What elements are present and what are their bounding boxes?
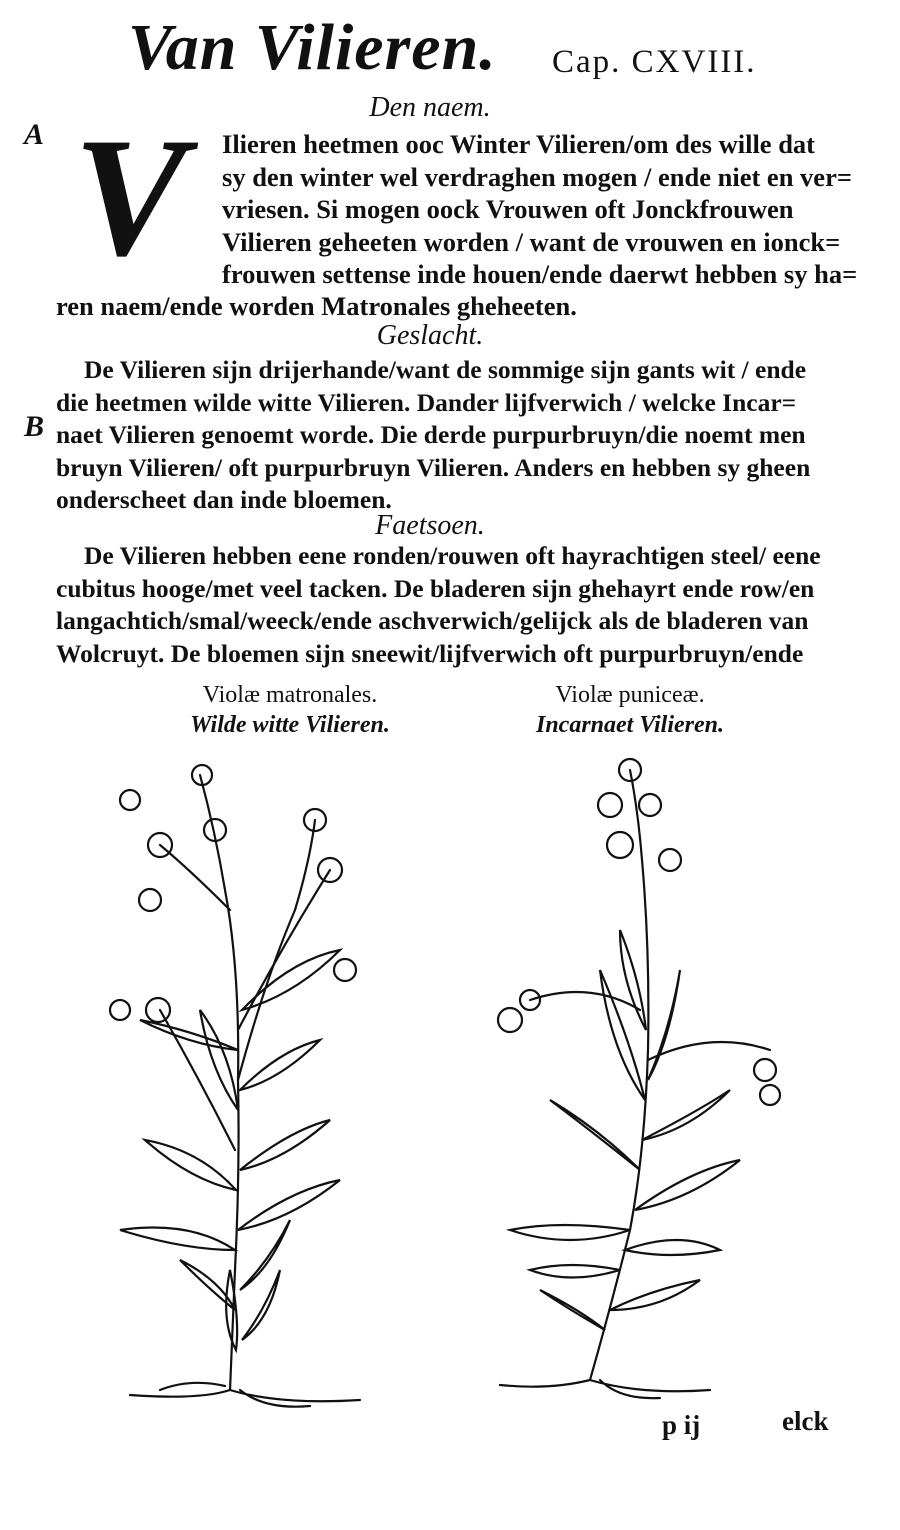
caption-dutch: Wilde witte Vilieren.	[190, 712, 390, 738]
chapter-number: Cap. CXVIII.	[552, 44, 757, 80]
paragraph-naem-indented	[222, 128, 857, 291]
caption-latin: Violæ matronales.	[202, 682, 378, 708]
text-line: naet Vilieren genoemt worde. Die derde purpurbruyn/die noemt men	[56, 420, 806, 449]
caption-latin: Violæ puniceæ.	[555, 682, 705, 708]
text-line: onderscheet dan inde bloemen.	[56, 485, 392, 514]
figure-caption-right	[470, 680, 790, 740]
text-line: bruyn Vilieren/ oft purpurbruyn Vilieren. Anders en hebben sy gheen	[56, 452, 811, 482]
text-line: langachtich/smal/weeck/ende aschverwich/gelijck als de bladeren van	[56, 606, 809, 635]
text-line: frouwen settense inde houen/ende daerwt hebben sy ha=	[222, 259, 858, 289]
text-line: ren naem/ende worden Matronales gheheeten.	[56, 291, 577, 321]
page-title: Van Vilieren.	[128, 11, 497, 84]
section-heading-naem: Den naem.	[369, 92, 491, 123]
text-line: Wolcruyt. De bloemen sijn sneewit/lijfverwich oft purpurbruyn/ende	[56, 638, 804, 668]
margin-letter-a: A	[24, 118, 45, 151]
caption-dutch: Incarnaet Vilieren.	[535, 712, 725, 738]
paragraph-geslacht	[56, 354, 810, 517]
signature-mark: p ij	[662, 1410, 701, 1440]
margin-letter-b: B	[24, 410, 45, 443]
figure-caption-left	[130, 680, 450, 740]
woodcut-plant-left	[90, 750, 390, 1410]
section-heading-faetsoen: Faetsoen.	[375, 510, 485, 541]
woodcut-plant-right	[470, 750, 790, 1400]
text-line: sy den winter wel verdraghen mogen / ende niet en ver=	[222, 161, 852, 192]
text-line: vriesen. Si mogen oock Vrouwen oft Jonckfrouwen	[222, 194, 794, 224]
text-line: De Vilieren hebben eene ronden/rouwen oft hayrachtigen steel/ eene	[84, 541, 821, 570]
decorated-initial: V	[73, 103, 187, 291]
text-line: cubitus hooge/met veel tacken. De bladeren sijn ghehayrt ende row/en	[56, 573, 815, 603]
paragraph-naem-last	[56, 290, 577, 323]
catchword: elck	[782, 1406, 829, 1436]
section-heading-geslacht: Geslacht.	[376, 320, 484, 351]
text-line: Ilieren heetmen ooc Winter Vilieren/om des wille dat	[222, 129, 816, 159]
text-line: die heetmen wilde witte Vilieren. Dander lijfverwich / welcke Incar=	[56, 387, 797, 417]
text-line: De Vilieren sijn drijerhande/want de sommige sijn gants wit / ende	[84, 355, 807, 384]
text-line: Vilieren geheeten worden / want de vrouwen en ionck=	[222, 226, 841, 257]
paragraph-faetsoen	[56, 540, 821, 670]
